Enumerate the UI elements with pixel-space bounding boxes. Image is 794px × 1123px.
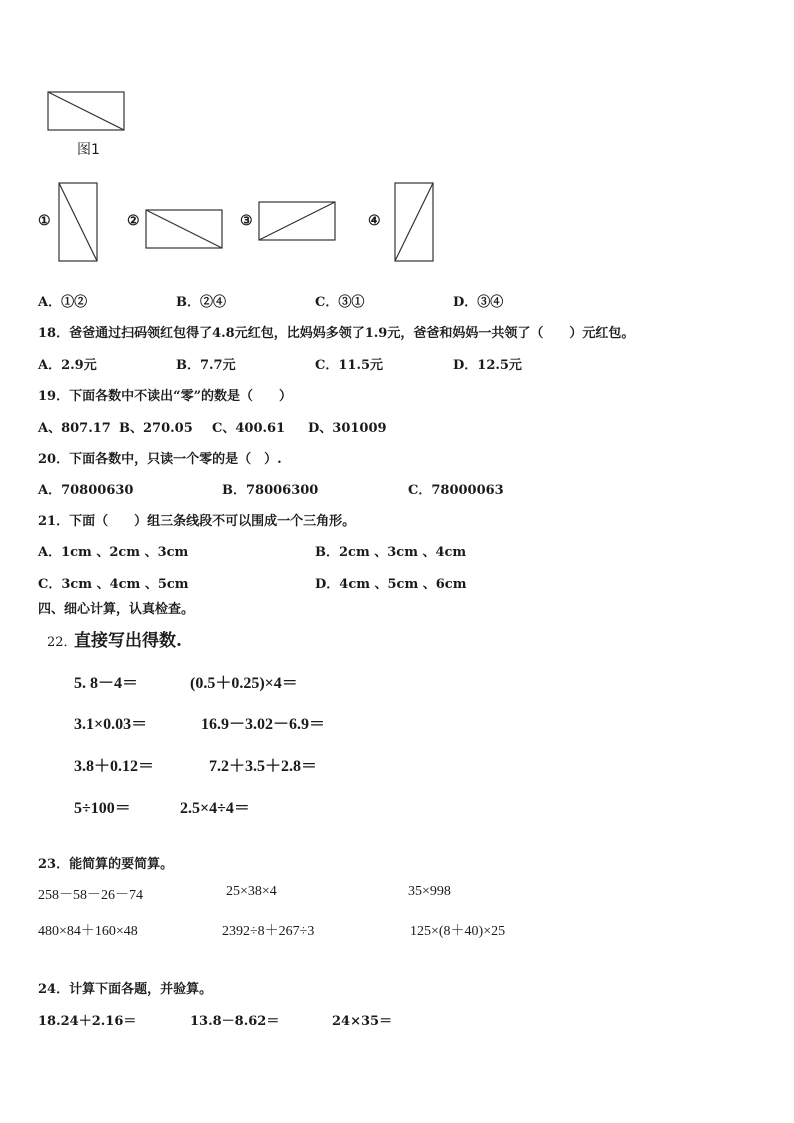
q18-text: 18．爸爸通过扫码领红包得了4.8元红包，比妈妈多领了1.9元，爸爸和妈妈一共领了（ ）元红包。 [38,326,635,341]
figure-option-4 [394,182,434,262]
q17-option-d[interactable]: D．③④ [453,295,504,310]
figure-option-1 [58,182,98,262]
q18-option-d[interactable]: D．12.5元 [453,358,522,373]
q23-item-6: 125×(8＋40)×25 [410,924,506,939]
q23-item-1: 258－58－26－74 [38,888,143,903]
q23-item-3: 35×998 [408,884,451,899]
q19-text: 19．下面各数中不读出“零”的数是（ ） [38,389,293,404]
q22-item-5: 3.8＋0.12＝ [74,758,155,775]
q24-item-1: 18.24＋2.16＝ [38,1014,137,1029]
q21-option-d[interactable]: D．4cm 、5cm 、6cm [315,577,467,592]
q22-item-1: 5. 8－4＝ [74,675,139,692]
q20-option-a[interactable]: A．70800630 [38,483,134,498]
figure-1-rectangle [47,91,125,131]
q22-item-3: 3.1×0.03＝ [74,716,148,733]
q22-item-2: (0.5＋0.25)×4＝ [190,675,298,692]
q19-option-a[interactable]: A、807.17 [38,421,111,436]
figure-label-3: ③ [240,213,253,229]
q22-item-6: 7.2＋3.5＋2.8＝ [209,758,318,775]
q22-item-7: 5÷100＝ [74,800,131,817]
figure-option-2 [145,209,223,249]
q19-option-b[interactable]: B、270.05 [119,421,193,436]
q20-option-c[interactable]: C．78000063 [408,483,504,498]
q22-title: 直接写出得数. [74,631,182,651]
q21-option-a[interactable]: A．1cm 、2cm 、3cm [38,545,189,560]
q17-option-c[interactable]: C．③① [315,295,365,310]
q18-option-b[interactable]: B．7.7元 [176,358,236,373]
figure-1-caption: 图1 [77,142,100,158]
q21-option-c[interactable]: C．3cm 、4cm 、5cm [38,577,189,592]
q23-item-4: 480×84＋160×48 [38,924,138,939]
figure-label-1: ① [38,213,51,229]
q23-text: 23．能简算的要简算。 [38,857,174,872]
q19-option-c[interactable]: C、400.61 [212,421,286,436]
q24-item-2: 13.8－8.62＝ [190,1014,280,1029]
q23-item-2: 25×38×4 [226,884,277,899]
figure-option-3 [258,201,336,241]
q17-option-a[interactable]: A．①② [38,295,88,310]
q17-option-b[interactable]: B．②④ [176,295,226,310]
figure-label-2: ② [127,213,140,229]
q22-number: 22． [47,635,77,650]
q21-text: 21．下面（ ）组三条线段不可以围成一个三角形。 [38,514,356,529]
q22-item-4: 16.9－3.02－6.9＝ [201,716,326,733]
q20-option-b[interactable]: B．78006300 [222,483,319,498]
section-4-heading: 四、细心计算，认真检查。 [38,602,195,617]
q18-option-c[interactable]: C．11.5元 [315,358,384,373]
figure-label-4: ④ [368,213,381,229]
q21-option-b[interactable]: B．2cm 、3cm 、4cm [315,545,467,560]
q24-item-3: 24×35＝ [332,1014,393,1029]
q24-text: 24．计算下面各题，并验算。 [38,982,213,997]
q20-text: 20．下面各数中，只读一个零的是（ ）. [38,452,282,467]
q23-item-5: 2392÷8＋267÷3 [222,924,315,939]
q19-option-d[interactable]: D、301009 [308,421,387,436]
q18-option-a[interactable]: A．2.9元 [38,358,97,373]
q22-item-8: 2.5×4÷4＝ [180,800,250,817]
